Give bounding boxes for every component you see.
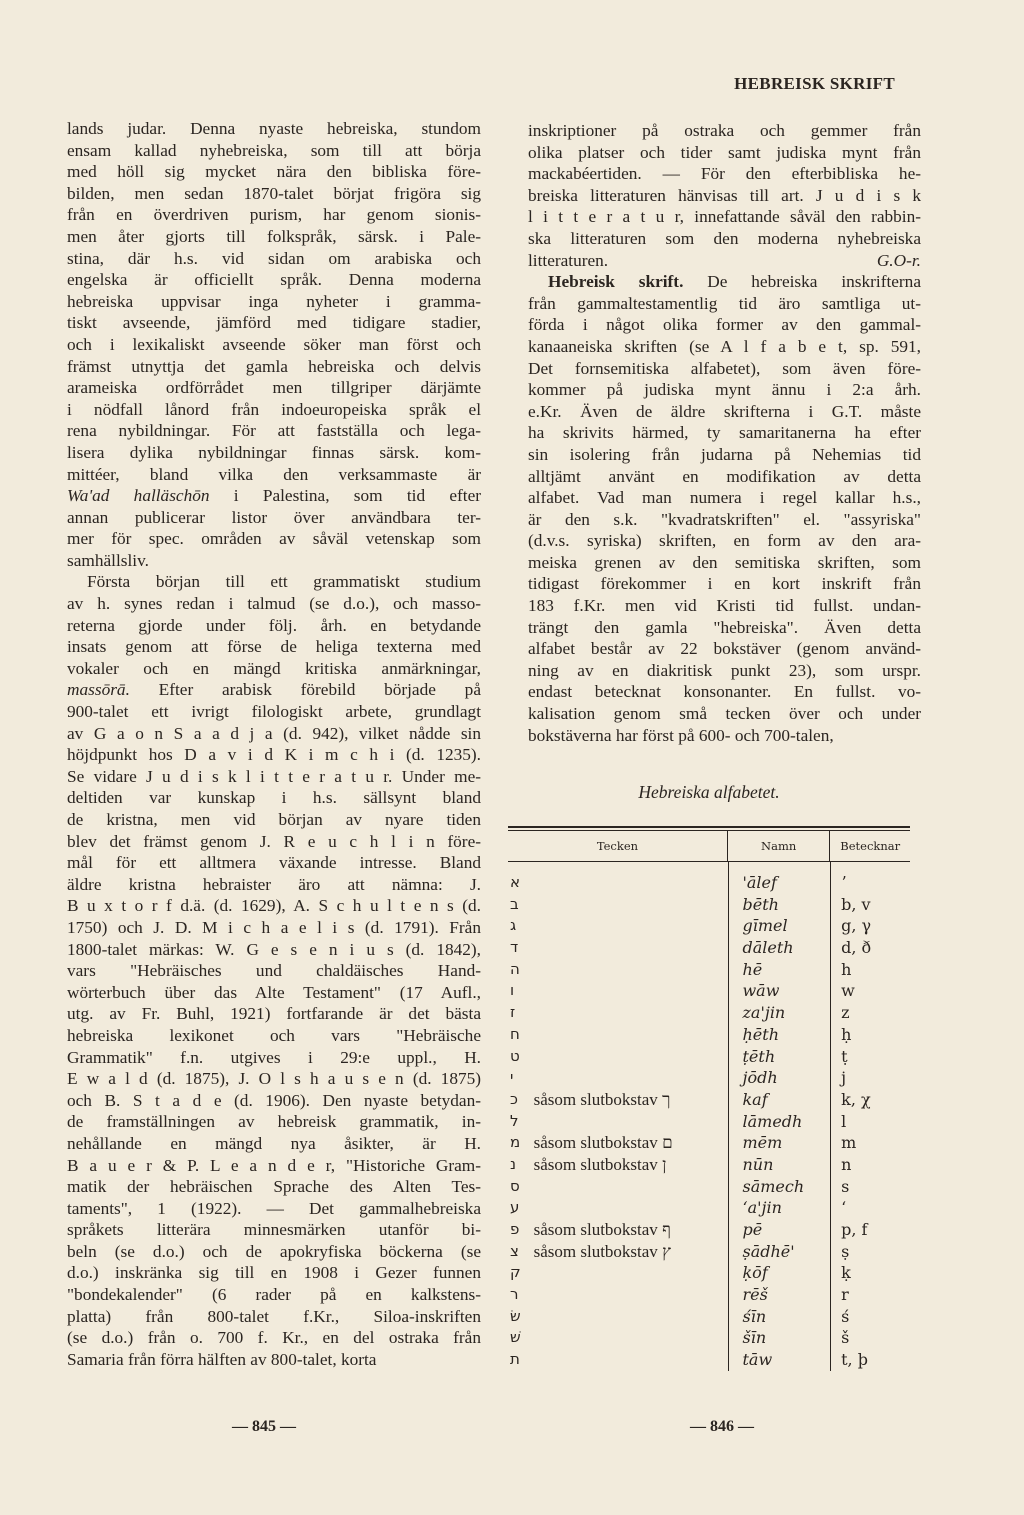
text-line: meiska grenen av den semitiska skriften, som (528, 552, 921, 572)
final-form-note (534, 1176, 725, 1198)
transliteration: n (841, 1154, 852, 1174)
transliteration: ʼ (841, 873, 847, 892)
text-line: blev det främst genom J. R e u c h l i n före- (67, 831, 481, 851)
final-form-note (534, 894, 725, 916)
text-line: mackabéertiden. — För den efterbibliska he- (528, 164, 921, 184)
text-line: hebreiska uppvisar inga nyheter i gramma- (67, 291, 481, 311)
text-line: endast betecknat konsonanter. En fullst. vo- (528, 682, 921, 702)
italic-term: massōrā. (67, 680, 130, 700)
hebrew-letter: צ (510, 1241, 519, 1260)
transliteration: g, γ (841, 916, 872, 936)
hebrew-letter: ה (510, 959, 520, 978)
letter-name: rēš (742, 1285, 768, 1305)
transliteration: h (841, 959, 852, 979)
text-line: reterna gjorde under följ. årh. en betydande (67, 615, 481, 635)
hebrew-letter: ת (510, 1350, 520, 1369)
text-line: nehållande en mängd nya åsikter, är H. (67, 1133, 481, 1153)
text-segment: De hebreiska inskrifterna (683, 272, 921, 292)
text-line: mer för spec. områden av såväl vetenskap som (67, 529, 481, 549)
text-line: d.o.) inskränka sig till en 1908 i Gezer funnen (67, 1263, 481, 1283)
text-line: ha skrivits härmed, ty samaritanerna ha efter (528, 423, 921, 443)
text-line: annan publicerar listor över användbara ter- (67, 507, 481, 527)
letter-name: 'ālef (742, 873, 777, 892)
hebrew-letter: כ (510, 1089, 518, 1108)
text-line: av G a o n S a a d j a (d. 942), vilket nådde sin (67, 723, 481, 743)
text-segment: Efter arabisk förebild började på (129, 680, 481, 700)
table-row (508, 980, 910, 1002)
text-line: tiskt avseende, jämförd med tidigare stadier, (67, 313, 481, 333)
text-line: ning av en diakritisk punkt 23), som urspr. (528, 660, 921, 680)
text-line: B u x t o r f d.ä. (d. 1629), A. S c h u l t e n s (d. (67, 896, 481, 916)
text-line: deltiden var kunskap i h.s. sällsynt bland (67, 788, 481, 808)
transliteration: d, ð (841, 938, 872, 958)
text-line: matik der hebräischen Sprache des Alten Tes- (67, 1177, 481, 1197)
transliteration: t, þ (841, 1350, 868, 1370)
text-line (67, 679, 481, 701)
text-line: 1800-talet märkas: W. G e s e n i u s (d. 1842), (67, 939, 481, 959)
text-line: Se vidare J u d i s k l i t t e r a t u r. Under me- (67, 766, 481, 786)
hebrew-letter: ק (510, 1263, 521, 1282)
hebrew-alphabet-table (508, 826, 910, 1371)
text-line: beln (se d.o.) och de apokryfiska böckerna (se (67, 1241, 481, 1261)
text-line: arameiska ordförrådet men tillgriper därjämte (67, 378, 481, 398)
text-line: alfabet består av 22 bokstäver (genom använd- (528, 639, 921, 659)
transliteration: s (841, 1176, 850, 1196)
text-line: förda i något olika former av den gammal- (528, 315, 921, 335)
text-line: e.Kr. Även de äldre skrifterna i G.T. måste (528, 401, 921, 421)
running-head: HEBREISK SKRIFT (734, 74, 895, 93)
table-row (508, 1306, 910, 1328)
text-line: bokstäverna har först på 600- och 700-talen, (528, 725, 834, 745)
final-form-note (534, 872, 725, 894)
text-line: Grammatik" f.n. utgives i 29:e uppl., H. (67, 1047, 481, 1067)
hebrew-letter: ל (510, 1111, 519, 1130)
hebrew-letter: ד (510, 938, 519, 957)
final-form-note (534, 1024, 725, 1046)
letter-name: ṣādhē' (742, 1241, 795, 1261)
table-row (508, 1067, 910, 1089)
text-line: insats genom att förse de heliga texterna med (67, 637, 481, 657)
hebrew-letter: ס (510, 1176, 520, 1195)
text-line: tidigast förekommer i en kort inskrift från (528, 574, 921, 594)
final-form-note (534, 1284, 725, 1306)
text-line: de kristna, men vid början av nyare tiden (67, 810, 481, 829)
table-row (508, 1024, 910, 1046)
page-number-right: — 846 — (690, 1418, 754, 1435)
final-form-note (534, 937, 725, 959)
transliteration: š (841, 1328, 850, 1348)
text-line: engelska är officiellt språk. Denna moderna (67, 270, 481, 290)
text-line: (se d.o.) från o. 700 f. Kr., en del ostraka från (67, 1328, 481, 1348)
transliteration: ḥ (841, 1024, 852, 1044)
text-line: olika platser och tider samt judiska mynt från (528, 142, 921, 162)
final-form-note (534, 980, 725, 1002)
table-row (508, 915, 910, 937)
table-row (508, 1176, 910, 1198)
text-line: de framställningen av hebreisk grammatik, in- (67, 1112, 481, 1132)
transliteration: r (841, 1285, 849, 1305)
letter-name: kaf (742, 1089, 768, 1109)
text-line: främst utnyttja det gamla hebreiska och delvis (67, 356, 481, 376)
hebrew-letter: ז (510, 1003, 516, 1022)
text-line (67, 485, 481, 507)
table-header (508, 831, 910, 862)
hebrew-letter: ע (510, 1198, 520, 1217)
hebrew-letter: ב (510, 894, 519, 913)
text-line: vokaler och en mängd kritiska anmärkningar, (67, 658, 481, 678)
table-row (508, 1111, 910, 1133)
table-row (508, 1046, 910, 1068)
letter-name: za'jin (742, 1003, 786, 1023)
text-line: och i lexikaliskt avseende söker man först och (67, 334, 481, 354)
text-line: äldre kristna hebraister äro att nämna: J. (67, 874, 481, 894)
letter-name: jōdh (742, 1068, 778, 1088)
text-line: rena nybildningar. För att fastställa och lega- (67, 421, 481, 441)
text-line: l i t t e r a t u r, innefattande såväl den rabbin- (528, 207, 921, 227)
final-form-note: såsom slutbokstav ן (533, 1154, 667, 1174)
page-number-left: — 845 — (232, 1418, 296, 1435)
left-column (67, 118, 481, 1370)
final-form-note (534, 1197, 725, 1219)
text-line: Samaria från förra hälften av 800-talet, korta (67, 1349, 377, 1369)
table-row (508, 1241, 910, 1263)
hebrew-letter: שׂ (510, 1306, 521, 1325)
text-line: 900-talet ett ivrigt filologiskt arbete, grundlagt (67, 702, 481, 722)
text-line: lisera dylika nybildningar finnas särsk. kom- (67, 442, 481, 462)
text-line: med höll sig mycket nära den bibliska före- (67, 162, 481, 182)
table-row (508, 1197, 910, 1219)
hebrew-letter: י (510, 1068, 514, 1087)
text-line: ska litteraturen som den moderna nyhebreiska (528, 228, 921, 248)
table-row (508, 1219, 910, 1241)
text-line: 183 f.Kr. men vid Kristi tid fullst. undan- (528, 596, 921, 616)
final-form-note (534, 1327, 725, 1349)
hebrew-letter: ג (510, 916, 517, 935)
final-form-note (534, 1067, 725, 1089)
transliteration: b, v (841, 894, 871, 914)
table-row (508, 1349, 910, 1371)
text-line: språkets litterära minnesmärken utanför bi- (67, 1220, 481, 1240)
text-line: alfabet. Vad man numera i regel kallar h.s., (528, 488, 921, 508)
transliteration: k, χ (841, 1089, 871, 1109)
text-line: B a u e r & P. L e a n d e r, "Historiche Gram- (67, 1155, 481, 1175)
text-line: vars "Hebräisches und chaldäisches Hand- (67, 961, 481, 981)
transliteration: ‘ (841, 1198, 847, 1218)
header-namn: Namn (727, 831, 830, 861)
transliteration: ṭ (841, 1046, 848, 1066)
letter-name: gīmel (742, 916, 788, 936)
text-line: lands judar. Denna nyaste hebreiska, stundom (67, 119, 481, 138)
letter-name: ḳōf (742, 1263, 768, 1283)
final-form-note: såsom slutbokstav ם (533, 1133, 673, 1153)
final-form-note (534, 1111, 725, 1133)
header-betecknar: Betecknar (829, 831, 910, 861)
hebrew-letter: ט (510, 1046, 520, 1065)
final-form-note: såsom slutbokstav ץ (533, 1241, 671, 1261)
text-line: ensam kallad nyhebreiska, som till att börja (67, 140, 481, 160)
table-row (508, 1284, 910, 1306)
text-line: E w a l d (d. 1875), J. O l s h a u s e n (d. 1875) (67, 1069, 481, 1089)
table-row (508, 1132, 910, 1154)
transliteration: w (841, 981, 855, 1001)
letter-name: dāleth (742, 938, 794, 958)
text-line: och B. S t a d e (d. 1906). Den nyaste betydan- (67, 1090, 481, 1110)
text-line: wörterbuch über das Alte Testament" (17 Aufl., (67, 982, 481, 1002)
text-line: mål för ett alltmera växande intresse. Bland (67, 853, 481, 873)
text-line: 1750) och J. D. M i c h a e l i s (d. 1791). Från (67, 917, 481, 937)
final-form-note (534, 1002, 725, 1024)
letter-name: śīn (742, 1306, 767, 1326)
final-form-note (534, 1349, 725, 1371)
table-row (508, 872, 910, 894)
hebrew-letter: א (510, 873, 521, 891)
closing-text: litteraturen. (528, 250, 609, 270)
final-form-note (534, 1046, 725, 1068)
text-line: från gammaltestamentlig tid äro samtliga ut- (528, 293, 921, 313)
text-line: Det fornsemitiska alfabetet), som även före- (528, 358, 921, 378)
transliteration: p, f (841, 1220, 868, 1239)
header-tecken: Tecken (596, 839, 639, 853)
hebrew-letter: ח (510, 1024, 520, 1043)
transliteration: l (841, 1111, 847, 1131)
final-form-note: såsom slutbokstav ך (533, 1089, 671, 1109)
text-line: bilden, men sedan 1870-talet börjat frigöra sig (67, 183, 481, 203)
transliteration: ṣ (841, 1241, 850, 1261)
text-line: sin isolering från judarna på Nehemias tid (528, 444, 921, 464)
hebrew-letter: ו (510, 981, 515, 1000)
hebrew-letter: ר (510, 1285, 519, 1304)
text-line: alltjämt använt en modifikation av detta (528, 466, 921, 486)
text-line: men åter gjorts till folkspråk, särsk. i Pale- (67, 226, 481, 246)
letter-name: šīn (742, 1328, 767, 1348)
italic-term: Wa'ad halläschōn (67, 486, 210, 506)
text-line: kommer på judiska mynt ännu i 2:a årh. (528, 380, 921, 400)
text-line: från en överdriven purism, har genom sionis- (67, 205, 481, 225)
right-column (528, 120, 921, 746)
final-form-note (534, 959, 725, 981)
text-line: höjdpunkt hos D a v i d K i m c h i (d. 1235). (67, 745, 481, 765)
text-line: kalisation genom små tecken över och under (528, 704, 921, 724)
final-form-note: såsom slutbokstav ף (533, 1220, 671, 1239)
text-line: taments", 1 (1922). — Det gammalhebreiska (67, 1198, 481, 1218)
final-form-note (534, 1262, 725, 1284)
letter-name: ṭēth (742, 1046, 776, 1066)
hebrew-letter: פ (510, 1220, 520, 1238)
text-line: (d.v.s. syriska) skriften, en form av den ara- (528, 531, 921, 551)
final-form-note (534, 1306, 725, 1328)
table-row (508, 937, 910, 959)
transliteration: z (841, 1003, 850, 1023)
text-line: trängt den gamla "hebreiska". Även detta (528, 617, 921, 637)
letter-name: wāw (742, 981, 780, 1001)
letter-name: pē (742, 1220, 763, 1239)
text-line: "bondekalender" (6 rader på en kalkstens- (67, 1285, 481, 1305)
table-caption: Hebreiska alfabetet. (638, 782, 780, 802)
transliteration: j (841, 1068, 847, 1088)
transliteration: m (841, 1133, 857, 1153)
text-line: mittéer, bland vilka den verksammaste är (67, 464, 481, 484)
letter-name: bēth (742, 894, 779, 914)
article-heading: Hebreisk skrift. (548, 272, 684, 292)
letter-name: hē (742, 959, 763, 979)
text-line: inskriptioner på ostraka och gemmer från (528, 121, 921, 140)
table-row (508, 1154, 910, 1176)
final-form-note (534, 915, 725, 937)
text-line: samhällsliv. (67, 550, 149, 570)
letter-name: mēm (742, 1133, 783, 1153)
text-line: platta) från 800-talet f.Kr., Siloa-inskriften (67, 1306, 481, 1326)
table-row (508, 1089, 910, 1111)
transliteration: ḳ (841, 1263, 851, 1283)
text-line: hebreiska lexikonet och vars "Hebräische (67, 1025, 481, 1045)
table-row (508, 1262, 910, 1284)
table-body (508, 862, 910, 1371)
author-signature: G.O-r. (876, 250, 921, 270)
hebrew-letter: מ (510, 1133, 521, 1152)
text-segment: i Palestina, som tid efter (209, 486, 481, 506)
text-line: kanaaneiska skriften (se A l f a b e t, sp. 591, (528, 336, 921, 356)
table-row (508, 1002, 910, 1024)
table-row (508, 894, 910, 916)
text-line: Första början till ett grammatiskt studium (87, 572, 481, 592)
transliteration: ś (841, 1306, 850, 1326)
letter-name: sāmech (742, 1176, 805, 1196)
text-line: i nödfall lånord från indoeuropeiska språk el (67, 399, 481, 419)
article-closing-line (528, 250, 921, 272)
text-line: utg. av Fr. Buhl, 1921) fortfarande är det bästa (67, 1004, 481, 1024)
table-row (508, 1327, 910, 1349)
text-line: breiska litteraturen hänvisas till art. J u d i s k (528, 185, 921, 205)
text-line: är den s.k. "kvadratskriften" el. "assyriska" (528, 509, 921, 529)
letter-name: ḥēth (742, 1024, 779, 1044)
letter-name: ‘a'jin (742, 1198, 782, 1218)
letter-name: tāw (742, 1350, 773, 1370)
text-line (528, 271, 921, 293)
letter-name: lāmedh (742, 1111, 803, 1131)
text-line: stina, där h.s. vid sidan om arabiska och (67, 248, 481, 268)
letter-name: nūn (742, 1154, 774, 1174)
text-line: av h. synes redan i talmud (se d.o.), och masso- (67, 594, 481, 614)
hebrew-letter: נ (510, 1154, 517, 1173)
table-row (508, 959, 910, 981)
hebrew-letter: שׁ (510, 1328, 521, 1347)
